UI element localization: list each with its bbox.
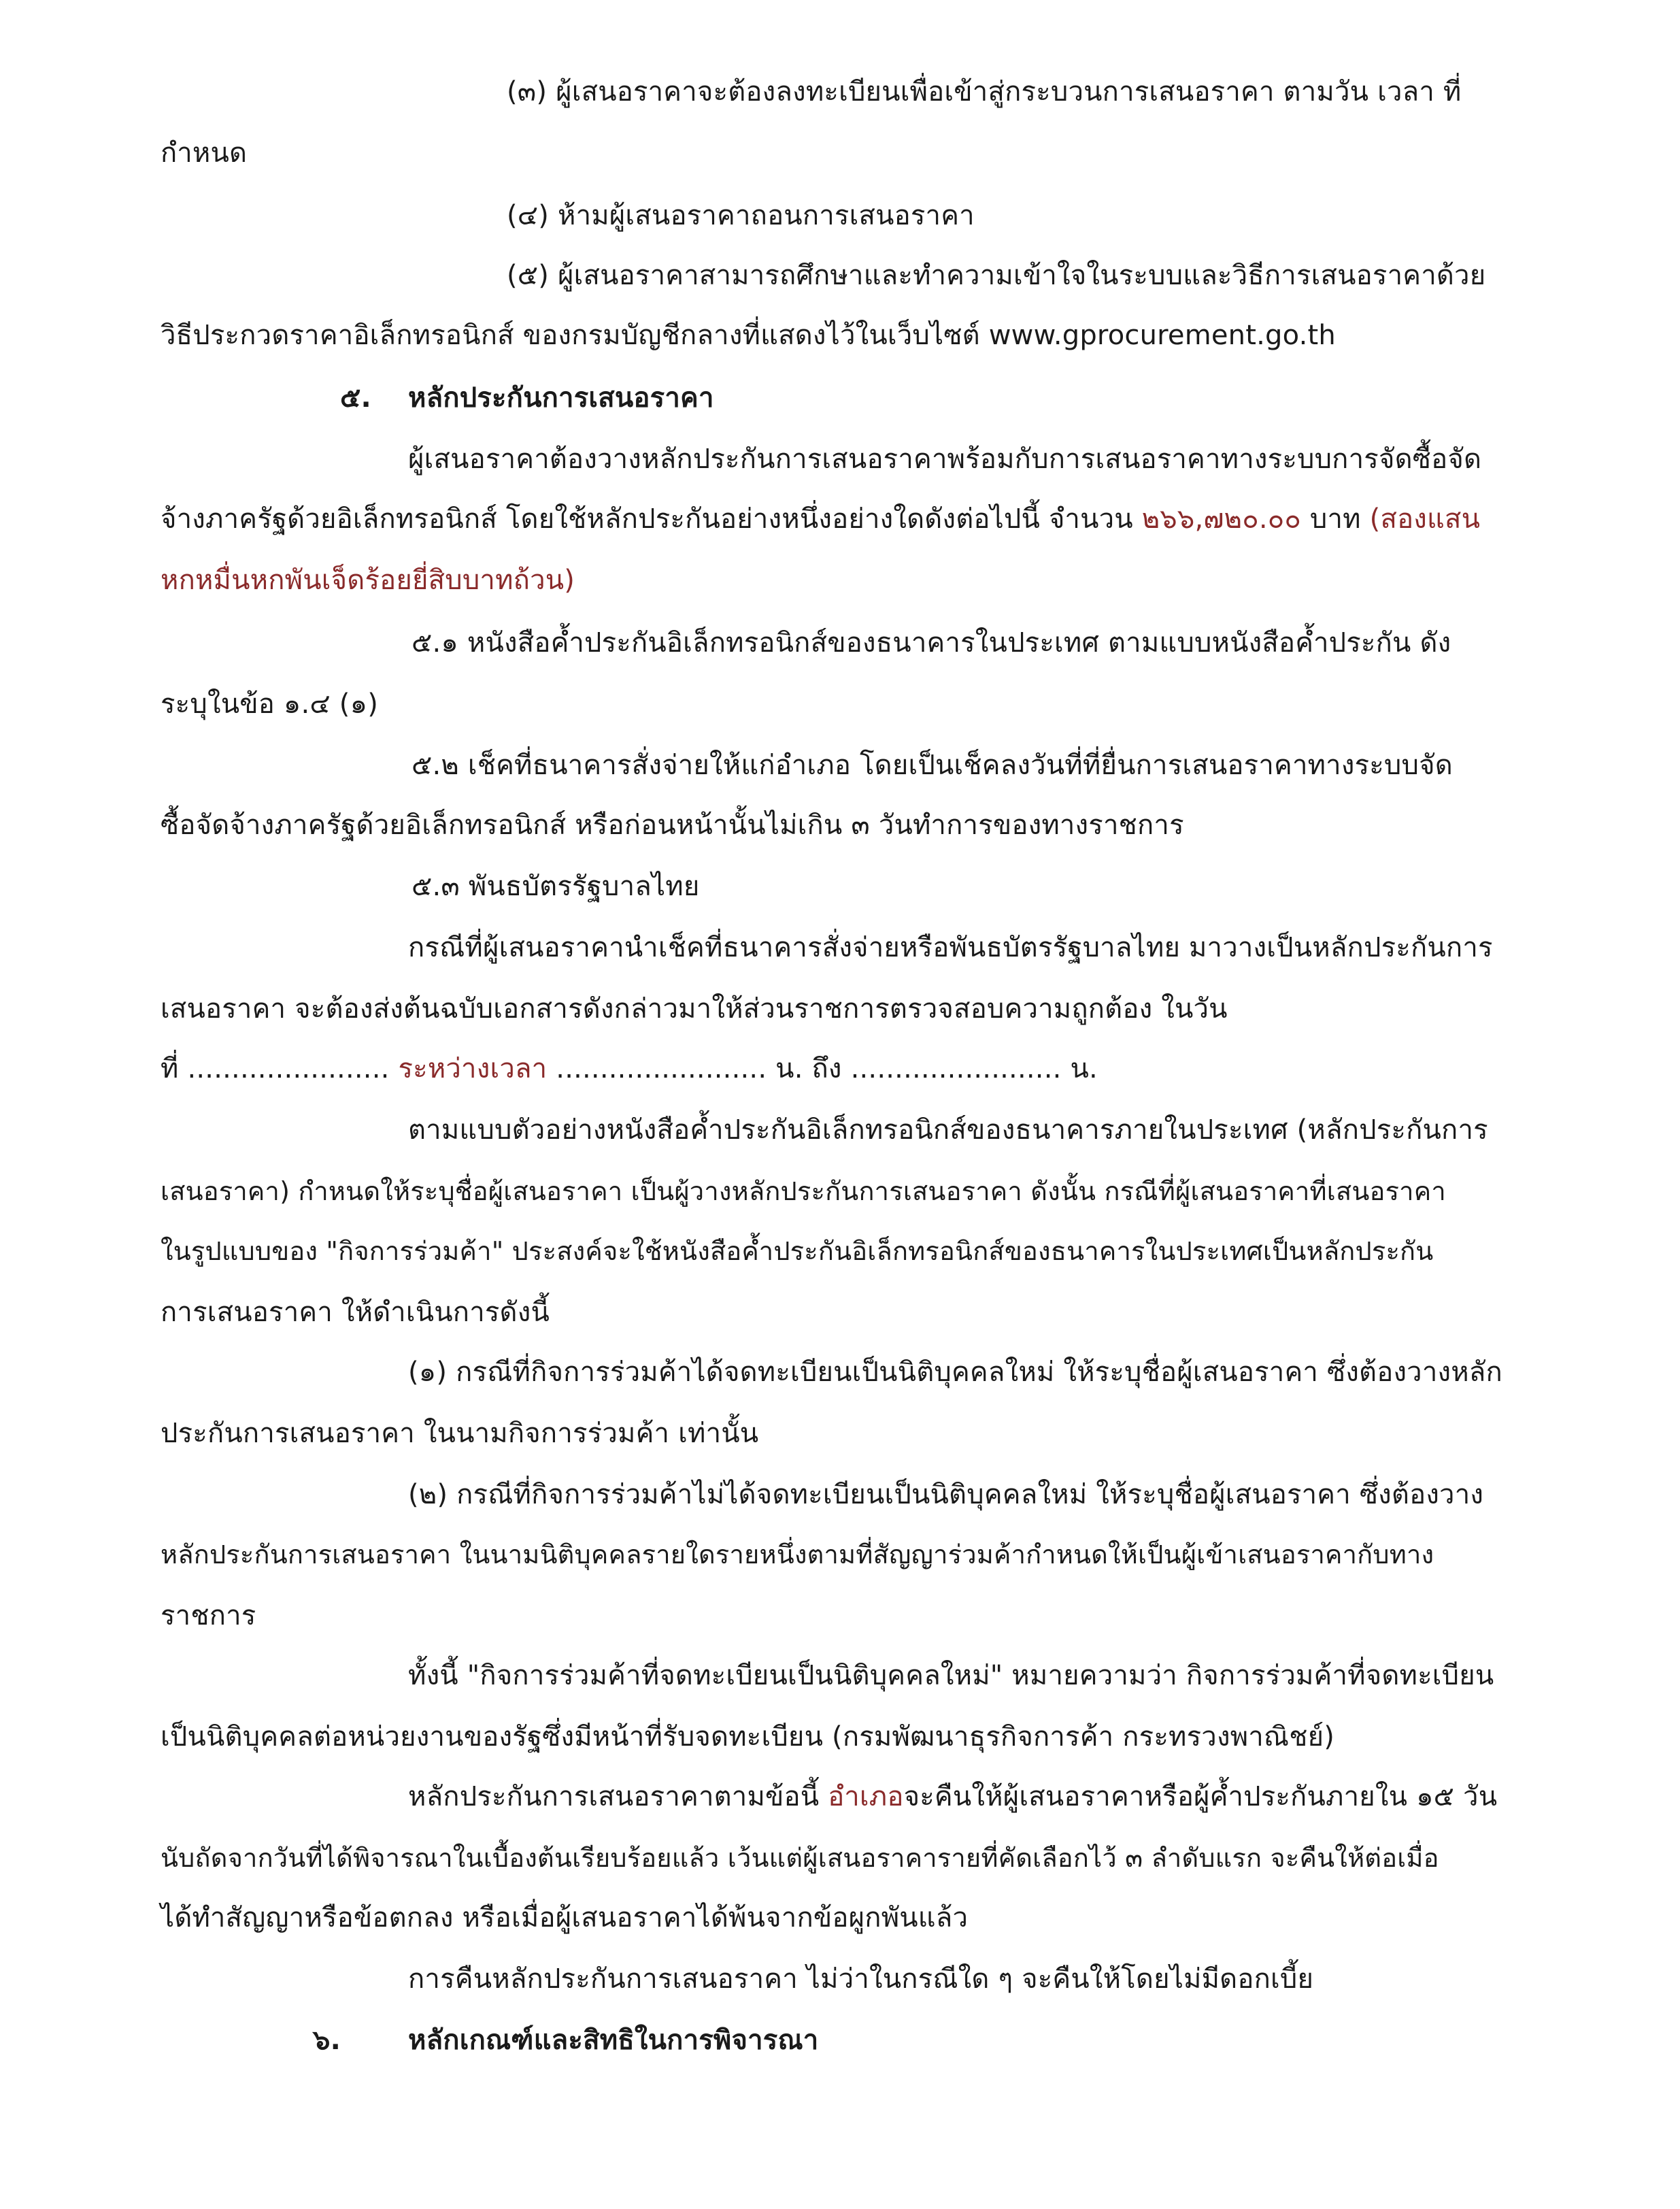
item-5: (๕) ผู้เสนอราคาสามารถศึกษาและทำความเข้าใจในระบบและวิธีการเสนอราคาด้วย bbox=[507, 260, 1486, 291]
text-line bbox=[161, 501, 1480, 537]
text-line: เสนอราคา) กำหนดให้ระบุชื่อผู้เสนอราคา เป็นผู้วางหลักประกันการเสนอราคา ดังนั้น กรณีที่ผู้เสนอราคาที่เสนอราคา bbox=[161, 1176, 1446, 1206]
item-5-1: ๕.๑ หนังสือค้ำประกันอิเล็กทรอนิกส์ของธนาคารในประเทศ ตามแบบหนังสือค้ำประกัน ดัง bbox=[411, 627, 1451, 659]
date-time-fill-line bbox=[161, 1050, 1098, 1087]
text-line: ได้ทำสัญญาหรือข้อตกลง หรือเมื่อผู้เสนอราคาได้พ้นจากข้อผูกพันแล้ว bbox=[161, 1902, 969, 1933]
section-6-title: หลักเกณฑ์และสิทธิในการพิจารณา bbox=[408, 2025, 819, 2056]
text-line: เสนอราคา จะต้องส่งต้นฉบับเอกสารดังกล่าวมาให้ส่วนราชการตรวจสอบความถูกต้อง ในวัน bbox=[161, 993, 1228, 1025]
text-line: ผู้เสนอราคาต้องวางหลักประกันการเสนอราคาพร้อมกับการเสนอราคาทางระบบการจัดซื้อจัด bbox=[408, 444, 1482, 475]
amount-figure: ๒๖๖,๗๒๐.๐๐ bbox=[1141, 503, 1301, 535]
time-label: ระหว่างเวลา bbox=[398, 1053, 548, 1084]
item-4: (๔) ห้ามผู้เสนอราคาถอนการเสนอราคา bbox=[507, 200, 975, 231]
text-line: นับถัดจากวันที่ได้พิจารณาในเบื้องต้นเรียบร้อยแล้ว เว้นแต่ผู้เสนอราคารายที่คัดเลือกไว้ ๓ ลำดับแรก จะคืนให้ต่อเมื่อ bbox=[161, 1843, 1439, 1873]
item-3: (๓) ผู้เสนอราคาจะต้องลงทะเบียนเพื่อเข้าสู่กระบวนการเสนอราคา ตามวัน เวลา ที่ bbox=[507, 76, 1462, 107]
text-line: กำหนด bbox=[161, 137, 248, 169]
amount-words: (สองแสน bbox=[1369, 503, 1481, 535]
text-line: ทั้งนี้ "กิจการร่วมค้าที่จดทะเบียนเป็นนิติบุคคลใหม่" หมายความว่า กิจการร่วมค้าที่จดทะเบียน bbox=[408, 1660, 1494, 1691]
text-line: ซื้อจัดจ้างภาครัฐด้วยอิเล็กทรอนิกส์ หรือก่อนหน้านั้นไม่เกิน ๓ วันทำการของทางราชการ bbox=[161, 810, 1184, 841]
agency-name: อำเภอ bbox=[828, 1781, 904, 1812]
text-segment: หลักประกันการเสนอราคาตามข้อนี้ bbox=[408, 1781, 828, 1812]
text-line: ในรูปแบบของ "กิจการร่วมค้า" ประสงค์จะใช้หนังสือค้ำประกันอิเล็กทรอนิกส์ของธนาคารในประเทศเป็นหลักประกัน bbox=[161, 1236, 1434, 1266]
text-line: ประกันการเสนอราคา ในนามกิจการร่วมค้า เท่านั้น bbox=[161, 1418, 759, 1449]
text-line: เป็นนิติบุคคลต่อหน่วยงานของรัฐซึ่งมีหน้าที่รับจดทะเบียน (กรมพัฒนาธุรกิจการค้า กระทรวงพาณิชย์) bbox=[161, 1721, 1335, 1753]
item-5-2: ๕.๒ เช็คที่ธนาคารสั่งจ่ายให้แก่อำเภอ โดยเป็นเช็คลงวันที่ที่ยื่นการเสนอราคาทางระบบจัด bbox=[411, 750, 1453, 781]
text-segment: ที่ ....................... bbox=[161, 1053, 399, 1084]
amount-words: หกหมื่นหกพันเจ็ดร้อยยี่สิบบาทถ้วน) bbox=[161, 565, 575, 596]
text-segment: บาท bbox=[1301, 503, 1370, 535]
text-segment: จ้างภาครัฐด้วยอิเล็กทรอนิกส์ โดยใช้หลักประกันอย่างหนึ่งอย่างใดดังต่อไปนี้ จำนวน bbox=[161, 503, 1142, 535]
text-line: ระบุในข้อ ๑.๔ (๑) bbox=[161, 688, 379, 720]
text-line: กรณีที่ผู้เสนอราคานำเช็คที่ธนาคารสั่งจ่ายหรือพันธบัตรรัฐบาลไทย มาวางเป็นหลักประกันการ bbox=[408, 932, 1493, 963]
section-6-number: ๖. bbox=[313, 2025, 341, 2056]
text-line: ตามแบบตัวอย่างหนังสือค้ำประกันอิเล็กทรอนิกส์ของธนาคารภายในประเทศ (หลักประกันการ bbox=[408, 1114, 1488, 1146]
text-line: ราชการ bbox=[161, 1600, 256, 1631]
section-5-title: หลักประกันการเสนอราคา bbox=[408, 382, 714, 414]
jv-case-2: (๒) กรณีที่กิจการร่วมค้าไม่ได้จดทะเบียนเป็นนิติบุคคลใหม่ ให้ระบุชื่อผู้เสนอราคา ซึ่งต้องวาง bbox=[408, 1479, 1484, 1510]
text-line: หลักประกันการเสนอราคา ในนามนิติบุคคลรายใดรายหนึ่งตามที่สัญญาร่วมค้ากำหนดให้เป็นผู้เข้าเสนอราคากับทาง bbox=[161, 1540, 1434, 1569]
text-segment: จะคืนให้ผู้เสนอราคาหรือผู้ค้ำประกันภายใน ๑๕ วัน bbox=[903, 1781, 1498, 1812]
text-line: การเสนอราคา ให้ดำเนินการดังนี้ bbox=[161, 1297, 550, 1328]
text-line: การคืนหลักประกันการเสนอราคา ไม่ว่าในกรณีใด ๆ จะคืนให้โดยไม่มีดอกเบี้ย bbox=[408, 1963, 1314, 1995]
jv-case-1: (๑) กรณีที่กิจการร่วมค้าได้จดทะเบียนเป็นนิติบุคคลใหม่ ให้ระบุชื่อผู้เสนอราคา ซึ่งต้องวางหลัก bbox=[408, 1357, 1502, 1388]
text-line bbox=[408, 1778, 1497, 1815]
text-line: วิธีประกวดราคาอิเล็กทรอนิกส์ ของกรมบัญชีกลางที่แสดงไว้ในเว็บไซต์ www.gprocurement.go.th bbox=[161, 320, 1336, 351]
section-5-number: ๕. bbox=[340, 382, 371, 414]
text-segment: ........................ น. ถึง ........................ น. bbox=[547, 1053, 1098, 1084]
item-5-3: ๕.๓ พันธบัตรรัฐบาลไทย bbox=[411, 871, 700, 902]
